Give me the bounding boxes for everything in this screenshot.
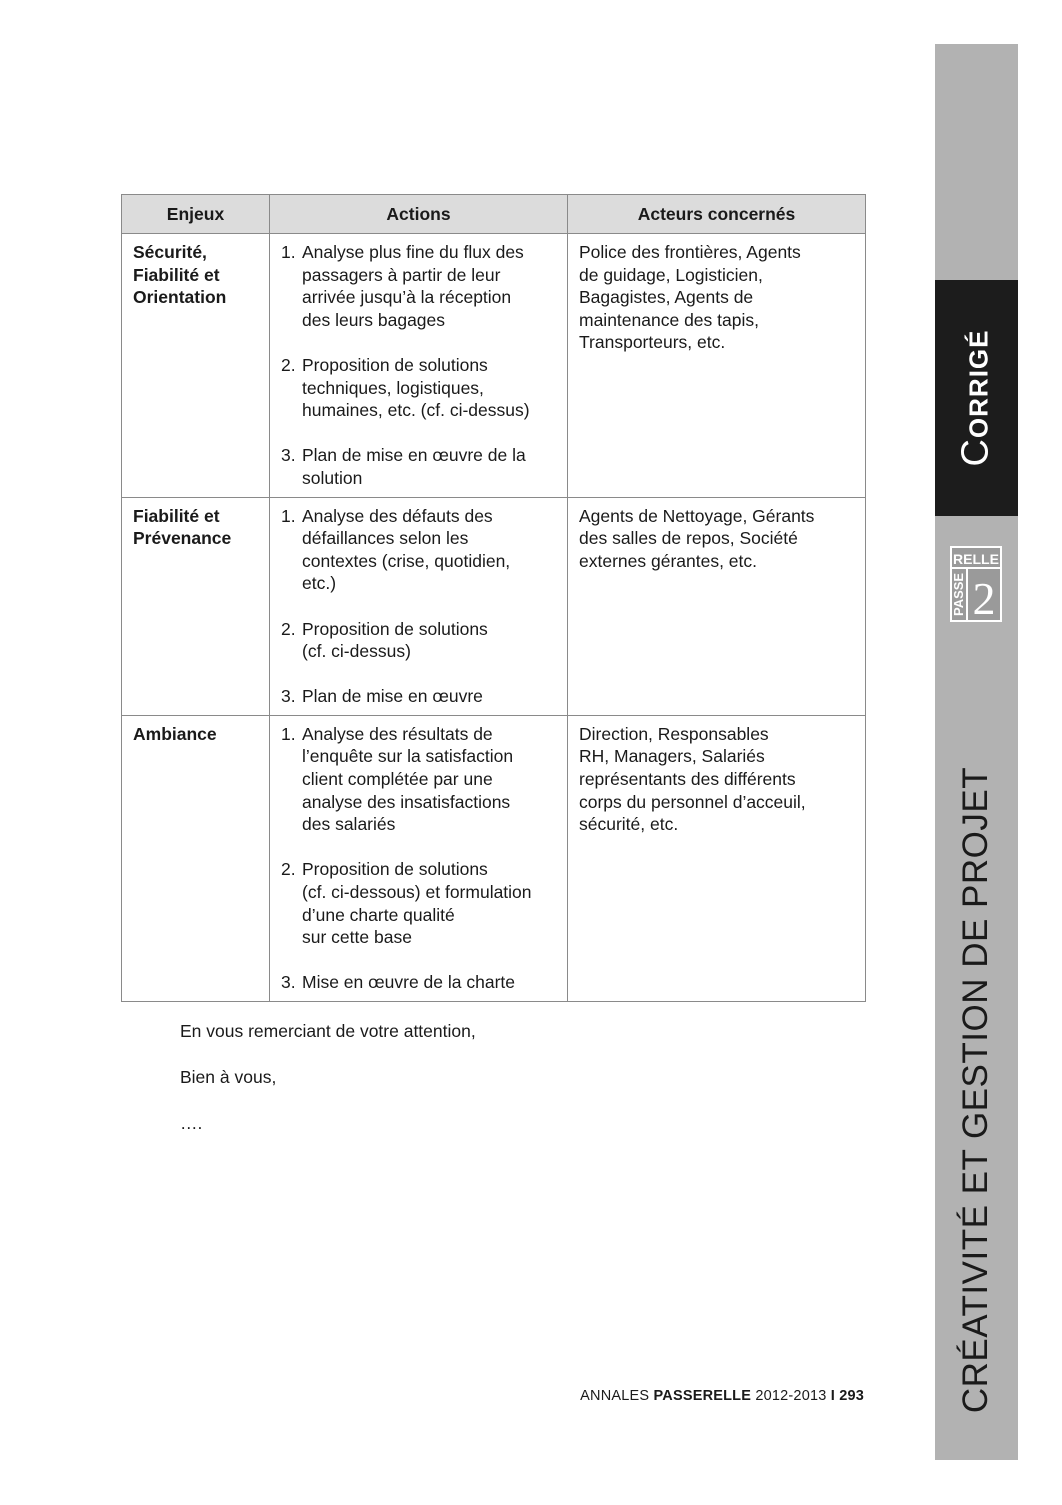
- closing-regards: Bien à vous,: [180, 1067, 277, 1087]
- action-step: [281, 971, 557, 994]
- action-step-number: 2.: [281, 354, 296, 375]
- action-step-number: 1.: [281, 242, 296, 262]
- logo-number: 2: [972, 573, 996, 622]
- table-header-row: [122, 195, 866, 234]
- action-step-number: 3.: [281, 686, 296, 707]
- action-step-text: Proposition de solutions techniques, logistiques, humaines, etc. (cf. ci-dessus): [302, 354, 530, 421]
- enjeu-cell: Sécurité, Fiabilité et Orientation: [122, 234, 270, 498]
- enjeu-cell: Fiabilité et Prévenance: [122, 497, 270, 715]
- header-actions: Actions: [270, 195, 568, 234]
- action-step: [281, 354, 557, 422]
- action-step-text: Analyse plus fine du flux des passagers à partir de leur arrivée jusqu’à la réception des leurs bagages: [302, 242, 524, 330]
- passerelle-logo: [950, 546, 1002, 622]
- footer-prefix: ANNALES: [580, 1388, 650, 1404]
- action-step-text: Analyse des défauts des défaillances selon les contextes (crise, quotidien, etc.): [302, 505, 511, 594]
- action-step: [281, 444, 557, 489]
- corrige-initial: C: [954, 438, 997, 467]
- action-step-text: Analyse des résultats de l’enquête sur la satisfaction client complétée par une analyse des insatisfactions des salariés: [302, 723, 514, 835]
- table-row: [122, 497, 866, 715]
- action-step: [281, 241, 557, 331]
- table-row: [122, 715, 866, 1001]
- closing-signature: ….: [180, 1113, 203, 1133]
- action-step-text: Plan de mise en œuvre de la solution: [302, 445, 526, 488]
- action-step: [281, 858, 557, 948]
- section-title: CRÉATIVITÉ ET GESTION DE PROJET: [956, 766, 995, 1414]
- page-number: 293: [839, 1388, 864, 1404]
- action-step: [281, 618, 557, 663]
- action-step-number: 3.: [281, 445, 296, 466]
- action-step: [281, 723, 557, 836]
- action-step-number: 1.: [281, 505, 296, 526]
- action-step-text: Proposition de solutions (cf. ci-dessous) et formulation d’une charte qualité sur cette base: [302, 859, 532, 948]
- actions-cell: [270, 497, 568, 715]
- action-step: [281, 685, 557, 708]
- corrige-label: [955, 329, 998, 466]
- header-enjeux: Enjeux: [122, 195, 270, 234]
- action-step-number: 3.: [281, 972, 296, 993]
- corrige-rest: ORRIGÉ: [963, 329, 994, 439]
- footer-separator: I: [830, 1388, 835, 1404]
- acteurs-cell: Police des frontières, Agents de guidage, Logisticien, Bagagistes, Agents de maintenance des tapis, Transporteurs, etc.: [568, 234, 866, 498]
- actions-table: [121, 194, 866, 1002]
- actions-cell: [270, 234, 568, 498]
- logo-relle: RELLE: [953, 551, 999, 567]
- acteurs-cell: Agents de Nettoyage, Gérants des salles de repos, Société externes gérantes, etc.: [568, 497, 866, 715]
- header-acteurs: Acteurs concernés: [568, 195, 866, 234]
- closing-thanks: En vous remerciant de votre attention,: [180, 1021, 476, 1041]
- action-step-number: 2.: [281, 859, 296, 880]
- action-step-text: Mise en œuvre de la charte: [302, 972, 516, 993]
- action-step-text: Plan de mise en œuvre: [302, 686, 483, 707]
- acteurs-cell: Direction, Responsables RH, Managers, Salariés représentants des différents corps du personnel d’acceuil, sécurité, etc.: [568, 715, 866, 1001]
- logo-passe: PASSE: [951, 572, 966, 616]
- action-step-text: Proposition de solutions (cf. ci-dessus): [302, 618, 488, 662]
- footer-brand: PASSERELLE: [653, 1388, 752, 1404]
- action-step: [281, 505, 557, 595]
- footer-years: 2012-2013: [755, 1388, 827, 1404]
- enjeu-cell: Ambiance: [122, 715, 270, 1001]
- page-footer: [540, 1388, 864, 1404]
- action-step-number: 1.: [281, 723, 296, 744]
- action-step-number: 2.: [281, 618, 296, 639]
- actions-cell: [270, 715, 568, 1001]
- table-row: [122, 234, 866, 498]
